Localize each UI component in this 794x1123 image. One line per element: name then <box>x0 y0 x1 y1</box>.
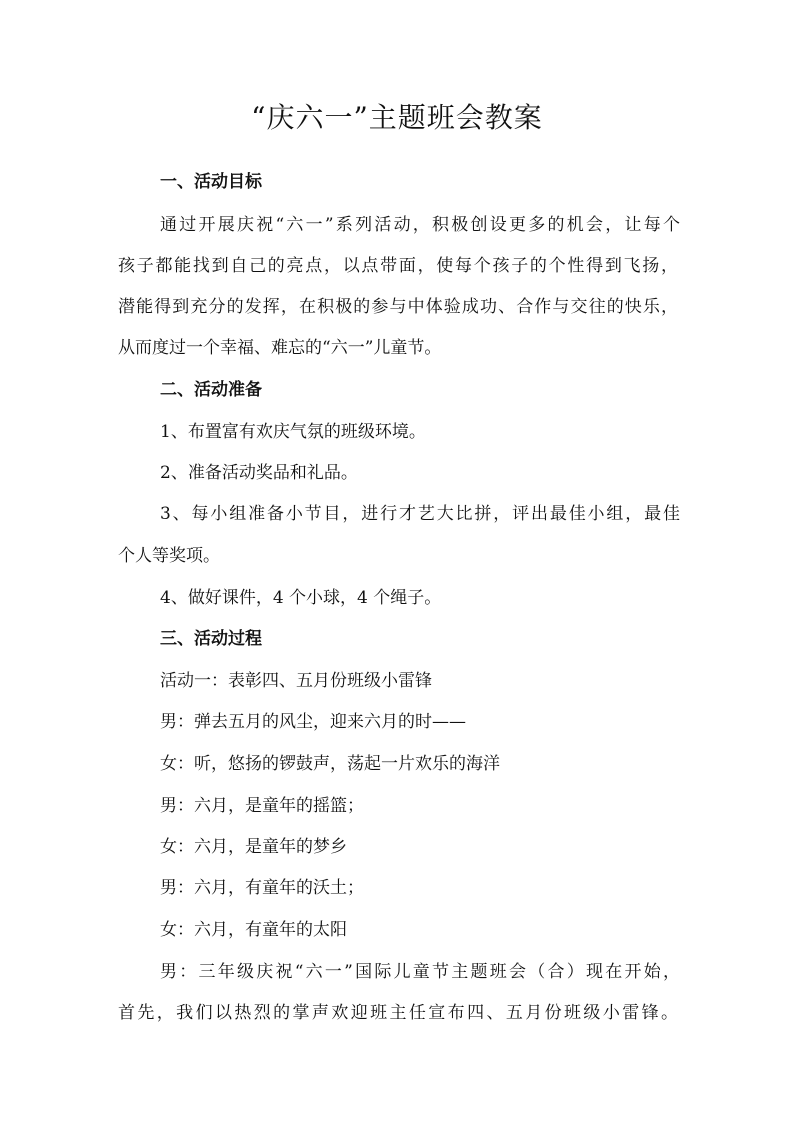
paragraph-line: 孩子都能找到自己的亮点，以点带面，使每个孩子的个性得到飞扬， <box>118 256 678 276</box>
script-line: 女：六月，有童年的太阳 <box>160 920 347 940</box>
section-heading-goal: 一、活动目标 <box>160 172 262 192</box>
list-item-continuation: 个人等奖项。 <box>118 546 220 566</box>
script-line: 男：弹去五月的风尘，迎来六月的时—— <box>160 712 466 732</box>
script-line: 女：听，悠扬的锣鼓声，荡起一片欢乐的海洋 <box>160 754 500 774</box>
list-item: 3、每小组准备小节目，进行才艺大比拼，评出最佳小组，最佳 <box>160 504 680 524</box>
script-line: 活动一：表彰四、五月份班级小雷锋 <box>160 671 432 691</box>
list-item: 1、布置富有欢庆气氛的班级环境。 <box>160 422 426 442</box>
document-title: “庆六一”主题班会教案 <box>251 101 543 134</box>
script-line: 男：六月，是童年的摇篮； <box>160 796 364 816</box>
script-line: 男：三年级庆祝“六一”国际儿童节主题班会（合）现在开始， <box>160 962 680 982</box>
section-heading-prep: 二、活动准备 <box>160 380 262 400</box>
paragraph-line: 潜能得到充分的发挥，在积极的参与中体验成功、合作与交往的快乐， <box>118 297 678 317</box>
paragraph-line: 通过开展庆祝“六一”系列活动，积极创设更多的机会，让每个 <box>160 215 680 235</box>
section-heading-process: 三、活动过程 <box>160 629 262 649</box>
script-line: 男：六月，有童年的沃土； <box>160 878 364 898</box>
paragraph-line: 从而度过一个幸福、难忘的“六一”儿童节。 <box>118 338 442 358</box>
list-item: 2、准备活动奖品和礼品。 <box>160 463 358 483</box>
script-line: 首先，我们以热烈的掌声欢迎班主任宣布四、五月份班级小雷锋。 <box>118 1003 678 1023</box>
list-item: 4、做好课件，4 个小球，4 个绳子。 <box>160 588 442 608</box>
script-line: 女：六月，是童年的梦乡 <box>160 837 347 857</box>
